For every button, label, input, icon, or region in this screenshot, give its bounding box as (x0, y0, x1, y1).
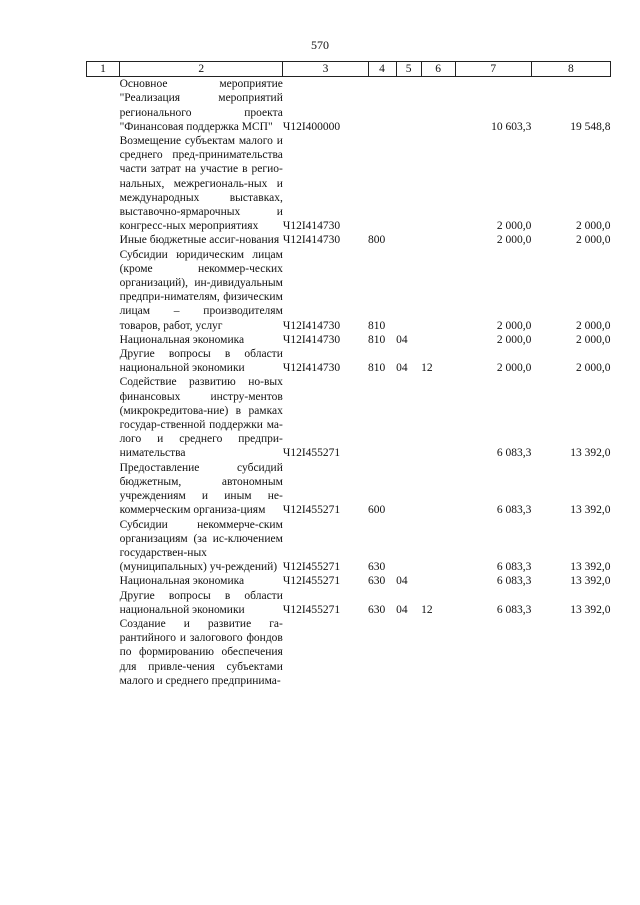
section-code: 04 (396, 362, 408, 375)
num-col-1 (87, 461, 120, 518)
column-header-6: 6 (421, 62, 455, 77)
table-row (87, 617, 611, 688)
table-row (87, 347, 611, 375)
target-article-code: Ч12I455271 (282, 504, 341, 517)
target-article-code: Ч12I455271 (282, 575, 341, 588)
amount-year-2: 2 000,0 (576, 362, 611, 375)
target-article-code: Ч12I400000 (282, 120, 341, 133)
table-row (87, 134, 611, 233)
expense-type-code: 810 (368, 362, 386, 375)
section-code: 04 (396, 575, 408, 588)
table-row (87, 461, 611, 518)
table-header (87, 62, 611, 77)
amount-year-2: 2 000,0 (576, 234, 611, 247)
expense-type-code: 630 (368, 561, 386, 574)
subsection-code (421, 518, 455, 575)
subsection-code (421, 461, 455, 518)
amount-year-2: 2 000,0 (576, 333, 611, 346)
num-col-1 (87, 518, 120, 575)
section-code (396, 77, 421, 134)
table-row (87, 518, 611, 575)
amount-year-2 (531, 617, 610, 688)
column-header-2: 2 (120, 62, 283, 77)
section-code (396, 248, 421, 333)
row-name: Субсидии юридическим лицам (кроме некоммер-ческих организаций), ин-дивидуальным предпри-нимателям, физическим лицам – производителям товаров, работ, услуг (119, 248, 283, 332)
row-name: Национальная экономика (119, 575, 245, 588)
amount-year-1: 6 083,3 (496, 447, 532, 460)
target-article-code: Ч12I414730 (282, 362, 341, 375)
row-name: Предоставление субсидий бюджетным, автономным учреждениям и иным не-коммерческим организа-циям (119, 461, 283, 517)
expense-type-code (368, 617, 396, 688)
subsection-code (421, 233, 455, 247)
section-code (396, 617, 421, 688)
num-col-1 (87, 589, 120, 617)
subsection-code (421, 77, 455, 134)
row-name: Другие вопросы в области национальной экономики (119, 589, 283, 616)
column-header-3: 3 (283, 62, 368, 77)
subsection-code (421, 333, 455, 347)
amount-year-2: 2 000,0 (576, 220, 611, 233)
row-name: Иные бюджетные ассиг-нования (119, 234, 280, 247)
amount-year-1 (455, 617, 531, 688)
table-row (87, 375, 611, 460)
target-article-code: Ч12I414730 (282, 333, 341, 346)
num-col-1 (87, 375, 120, 460)
row-name: Субсидии некоммерче-ским организациям (за ис-ключением государствен-ных (муниципальных) уч-реждений) (119, 518, 283, 574)
table-row (87, 248, 611, 333)
target-article-code: Ч12I455271 (282, 603, 341, 616)
column-header-4: 4 (368, 62, 396, 77)
subsection-code (421, 617, 455, 688)
subsection-code (421, 134, 455, 233)
amount-year-2: 13 392,0 (570, 447, 611, 460)
expense-type-code: 810 (368, 333, 386, 346)
target-article-code (283, 617, 368, 688)
expense-type-code (368, 375, 396, 460)
table-row (87, 233, 611, 247)
expense-type-code (368, 77, 396, 134)
page-number: 570 (311, 38, 329, 52)
amount-year-1: 2 000,0 (496, 319, 532, 332)
expense-type-code: 600 (368, 504, 386, 517)
target-article-code: Ч12I414730 (282, 220, 341, 233)
amount-year-1: 6 083,3 (496, 561, 532, 574)
expense-type-code: 630 (368, 603, 386, 616)
amount-year-1: 6 083,3 (496, 603, 532, 616)
table-body (87, 77, 611, 688)
target-article-code: Ч12I414730 (282, 319, 341, 332)
row-name: Создание и развитие га-рантийного и залогового фондов по формированию обеспечения для привле-чения субъектами малого и среднего предпринима- (119, 617, 283, 687)
amount-year-1: 2 000,0 (496, 220, 532, 233)
table-row (87, 333, 611, 347)
amount-year-1: 2 000,0 (496, 362, 532, 375)
row-name: Другие вопросы в области национальной экономики (119, 348, 283, 375)
table-row (87, 574, 611, 588)
expense-type-code: 800 (368, 234, 386, 247)
num-col-1 (87, 574, 120, 588)
section-code: 04 (396, 603, 408, 616)
subsection-code: 12 (421, 362, 433, 375)
num-col-1 (87, 333, 120, 347)
num-col-1 (87, 347, 120, 375)
section-code (396, 233, 421, 247)
num-col-1 (87, 248, 120, 333)
amount-year-2: 2 000,0 (576, 319, 611, 332)
budget-table (86, 61, 611, 688)
num-col-1 (87, 233, 120, 247)
amount-year-2: 13 392,0 (570, 603, 611, 616)
row-name: Национальная экономика (119, 333, 245, 346)
row-name: Основное мероприятие "Реализация мероприятий регионального проекта "Финансовая поддержка МСП" (119, 78, 283, 133)
column-header-1: 1 (87, 62, 120, 77)
section-code (396, 375, 421, 460)
subsection-code: 12 (421, 603, 433, 616)
row-name: Содействие развитию но-вых финансовых инстру-ментов (микрокредитова-ние) в рамках государ-ственной поддержки ма-лого и среднего предпри-нимательства (119, 376, 283, 460)
expense-type-code (368, 134, 396, 233)
amount-year-1: 2 000,0 (496, 234, 532, 247)
section-code (396, 518, 421, 575)
num-col-1 (87, 77, 120, 134)
section-code (396, 134, 421, 233)
expense-type-code: 630 (368, 575, 386, 588)
target-article-code: Ч12I414730 (282, 234, 341, 247)
section-code (396, 461, 421, 518)
amount-year-2: 13 392,0 (570, 504, 611, 517)
subsection-code (421, 248, 455, 333)
subsection-code (421, 375, 455, 460)
amount-year-2: 19 548,8 (570, 120, 611, 133)
target-article-code: Ч12I455271 (282, 561, 341, 574)
amount-year-2: 13 392,0 (570, 575, 611, 588)
amount-year-1: 6 083,3 (496, 575, 532, 588)
column-header-7: 7 (455, 62, 531, 77)
num-col-1 (87, 617, 120, 688)
num-col-1 (87, 134, 120, 233)
target-article-code: Ч12I455271 (282, 447, 341, 460)
amount-year-1: 10 603,3 (491, 120, 532, 133)
table-row (87, 77, 611, 134)
table-row (87, 589, 611, 617)
section-code: 04 (396, 333, 408, 346)
amount-year-1: 2 000,0 (496, 333, 532, 346)
row-name: Возмещение субъектам малого и среднего пред-принимательства части затрат на участие в регио-нальных, межрегиональ-ных и международных выставках, выставочно-ярмарочных и конгресс-ных мероприятиях (119, 135, 283, 233)
amount-year-1: 6 083,3 (496, 504, 532, 517)
amount-year-2: 13 392,0 (570, 561, 611, 574)
subsection-code (421, 574, 455, 588)
column-header-8: 8 (531, 62, 610, 77)
expense-type-code: 810 (368, 319, 386, 332)
column-header-5: 5 (396, 62, 421, 77)
